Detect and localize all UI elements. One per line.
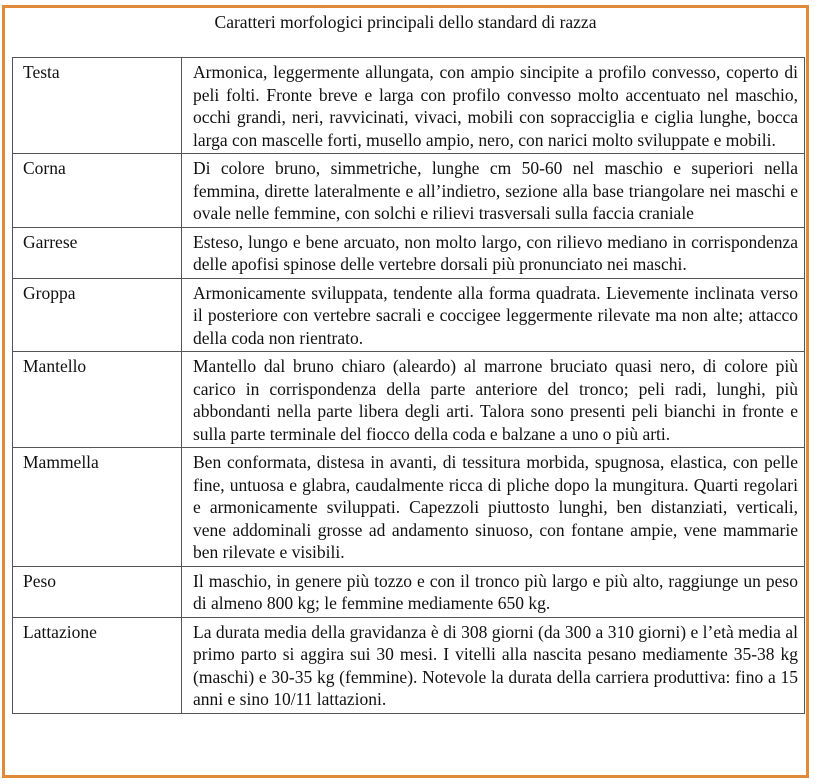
row-label: Garrese bbox=[13, 227, 182, 278]
row-label: Mammella bbox=[13, 448, 182, 567]
table-row bbox=[13, 58, 805, 154]
row-description: Armonicamente sviluppata, tendente alla forma quadrata. Lievemente inclinata verso il posteriore con vertebre sacrali e coccigee leggermente rilevate ma non alte; attacco della coda non rientrato. bbox=[182, 278, 805, 352]
table-row bbox=[13, 227, 805, 278]
table-row bbox=[13, 617, 805, 713]
row-label: Mantello bbox=[13, 352, 182, 448]
row-label: Groppa bbox=[13, 278, 182, 352]
row-description: Di colore bruno, simmetriche, lunghe cm 50-60 nel maschio e superiori nella femmina, dirette lateralmente e all’indietro, sezione alla base triangolare nei maschi e ovale nelle femmine, con solchi e rilievi trasversali sulla faccia craniale bbox=[182, 154, 805, 228]
table-title: Caratteri morfologici principali dello standard di razza bbox=[214, 12, 597, 32]
row-description: Armonica, leggermente allungata, con ampio sincipite a profilo convesso, coperto di peli folti. Fronte breve e larga con profilo convesso molto accentuato nel maschio, occhi grandi, neri, ravvicinati, vivaci, mobili con sopracciglia e ciglia lunghe, bocca larga con mascelle forti, musello ampio, nero, con narici molto sviluppate e mobili. bbox=[182, 58, 805, 154]
row-description: Esteso, lungo e bene arcuato, non molto largo, con rilievo mediano in corrispondenza delle apofisi spinose delle vertebre dorsali più pronunciato nei maschi. bbox=[182, 227, 805, 278]
row-description: La durata media della gravidanza è di 308 giorni (da 300 a 310 giorni) e l’età media al primo parto si aggira sui 30 mesi. I vitelli alla nascita pesano mediamente 35-38 kg (maschi) e 30-35 kg (femmine). Notevole la durata della carriera produttiva: fino a 15 anni e sino 10/11 lattazioni. bbox=[182, 617, 805, 713]
table-row bbox=[13, 448, 805, 567]
table-row bbox=[13, 352, 805, 448]
table-row bbox=[13, 566, 805, 617]
table-row bbox=[13, 154, 805, 228]
row-description: Il maschio, in genere più tozzo e con il tronco più largo e più alto, raggiunge un peso di almeno 800 kg; le femmine mediamente 650 kg. bbox=[182, 566, 805, 617]
table-row bbox=[13, 278, 805, 352]
row-label: Corna bbox=[13, 154, 182, 228]
row-label: Testa bbox=[13, 58, 182, 154]
row-label: Lattazione bbox=[13, 617, 182, 713]
row-description: Ben conformata, distesa in avanti, di tessitura morbida, spugnosa, elastica, con pelle fine, untuosa e glabra, caudalmente ricca di pliche dopo la mungitura. Quarti regolari e armonicamente sviluppati. Capezzoli piuttosto lunghi, ben distanziati, verticali, vene addominali grosse ad andamento sinuoso, con fontane ampie, vene mammarie ben rilevate e visibili. bbox=[182, 448, 805, 567]
document-frame bbox=[2, 5, 809, 778]
breed-standard-table bbox=[12, 57, 805, 714]
row-description: Mantello dal bruno chiaro (aleardo) al marrone bruciato quasi nero, di colore più carico in corrispondenza della parte anteriore del tronco; peli radi, lunghi, più abbondanti nella parte libera degli arti. Talora sono presenti peli bianchi in fronte e sulla parte terminale del fiocco della coda e balzane a uno o più arti. bbox=[182, 352, 805, 448]
row-label: Peso bbox=[13, 566, 182, 617]
